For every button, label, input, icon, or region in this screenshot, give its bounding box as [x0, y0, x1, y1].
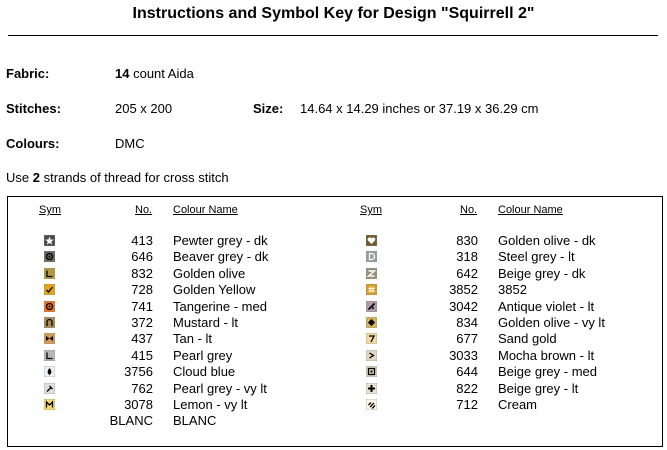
dmc-number: 3033 — [449, 347, 478, 363]
key-row — [0, 413, 667, 429]
dmc-number: 415 — [131, 347, 153, 363]
symbol-swatch — [366, 333, 377, 344]
colour-name: Antique violet - lt — [498, 298, 595, 314]
dmc-number: 437 — [131, 331, 153, 347]
note-strands: 2 — [32, 170, 40, 185]
colour-name: Beige grey - med — [498, 364, 597, 380]
symbol-gt-icon — [366, 350, 377, 361]
symbol-swatch — [366, 235, 377, 246]
colour-name: Cream — [498, 397, 538, 412]
symbol-box-icon — [366, 366, 377, 377]
dmc-number: 712 — [456, 397, 478, 412]
key-row — [0, 315, 667, 331]
colour-name: Golden olive — [173, 265, 246, 281]
colour-name: Sand gold — [498, 331, 557, 347]
header-no-right: No. — [460, 204, 478, 216]
header-sym-right: Sym — [360, 204, 382, 216]
dmc-number: 3042 — [449, 298, 478, 314]
symbol-swatch — [366, 301, 377, 312]
note-pre: Use — [6, 170, 30, 185]
symbol-swatch — [366, 284, 377, 295]
dmc-number: 3756 — [124, 364, 153, 380]
dmc-number: 646 — [131, 249, 153, 265]
symbol-slashes-icon — [366, 399, 377, 410]
dmc-number: 3852 — [449, 282, 478, 298]
title-rule — [8, 35, 658, 36]
dmc-number: 3078 — [124, 397, 153, 412]
key-row — [0, 249, 667, 265]
dmc-number: 834 — [456, 315, 478, 330]
colour-name: Golden olive - vy lt — [498, 315, 605, 330]
size-value: 14.64 x 14.29 inches or 37.19 x 36.29 cm — [300, 101, 539, 116]
symbol-swatch — [366, 399, 377, 410]
symbol-d-icon — [366, 251, 377, 262]
symbol-swatch — [366, 366, 377, 377]
symbol-diag-icon — [366, 301, 377, 312]
dmc-number: 644 — [456, 364, 478, 380]
stitches-label: Stitches: — [6, 101, 61, 116]
dmc-number: 318 — [456, 249, 478, 265]
header-sym-left: Sym — [39, 204, 61, 216]
key-row — [0, 266, 667, 282]
key-row — [0, 233, 667, 249]
symbol-heart-icon — [366, 235, 377, 246]
colour-name: Tan - lt — [173, 331, 213, 347]
colour-name: Cloud blue — [173, 364, 236, 380]
symbol-swatch — [366, 317, 377, 328]
stitches-value: 205 x 200 — [115, 101, 173, 116]
dmc-number: 642 — [456, 265, 478, 281]
symbol-cross-icon — [366, 383, 377, 394]
thread-note — [6, 170, 229, 185]
colour-name: Pearl grey — [173, 347, 233, 363]
fabric-label: Fabric: — [6, 66, 50, 81]
dmc-number: 830 — [456, 233, 478, 248]
key-row — [0, 348, 667, 364]
header-no-left: No. — [135, 204, 153, 216]
key-row — [0, 282, 667, 298]
header-name-right: Colour Name — [498, 204, 563, 216]
key-row — [0, 364, 667, 380]
colour-name: Pewter grey - dk — [173, 233, 268, 248]
symbol-swatch — [366, 350, 377, 361]
colours-label: Colours: — [6, 136, 60, 151]
symbol-swatch — [366, 268, 377, 279]
key-row — [0, 397, 667, 413]
dmc-number: 413 — [131, 233, 153, 248]
colours-value: DMC — [115, 136, 145, 151]
colour-name: Tangerine - med — [173, 298, 267, 314]
dmc-number: 741 — [131, 298, 153, 314]
colour-name: Golden Yellow — [173, 282, 256, 298]
symbol-z-icon — [366, 268, 377, 279]
colour-name: Lemon - vy lt — [173, 397, 248, 412]
colour-name: Mustard - lt — [173, 315, 239, 330]
colour-name: Beige grey - dk — [498, 265, 586, 281]
dmc-number: BLANC — [109, 413, 153, 429]
note-post: strands of thread for cross stitch — [43, 170, 229, 185]
colour-name: Golden olive - dk — [498, 233, 596, 248]
colour-name: Mocha brown - lt — [498, 347, 595, 363]
colour-name: Beaver grey - dk — [173, 249, 269, 265]
fabric-count: 14 — [115, 66, 130, 81]
document-title: Instructions and Symbol Key for Design "Squirrell 2" — [132, 5, 535, 22]
symbol-diamond-icon — [366, 317, 377, 328]
symbol-seven-icon — [366, 333, 377, 344]
symbol-swatch — [366, 251, 377, 262]
fabric-value — [115, 66, 194, 81]
colour-name: BLANC — [173, 413, 217, 429]
symbol-hash-icon — [366, 284, 377, 295]
dmc-number: 822 — [456, 380, 478, 396]
key-row — [0, 381, 667, 397]
dmc-number: 728 — [131, 282, 153, 298]
key-row — [0, 331, 667, 347]
dmc-number: 762 — [131, 380, 153, 396]
dmc-number: 677 — [456, 331, 478, 347]
colour-name: Steel grey - lt — [498, 249, 575, 265]
size-label: Size: — [253, 101, 284, 116]
symbol-swatch — [366, 383, 377, 394]
fabric-type: count Aida — [133, 66, 194, 81]
colour-name: 3852 — [498, 282, 527, 298]
colour-name: Beige grey - lt — [498, 380, 579, 396]
colour-name: Pearl grey - vy lt — [173, 380, 267, 396]
key-row — [0, 299, 667, 315]
dmc-number: 832 — [131, 265, 153, 281]
dmc-number: 372 — [131, 315, 153, 330]
header-name-left: Colour Name — [173, 204, 238, 216]
